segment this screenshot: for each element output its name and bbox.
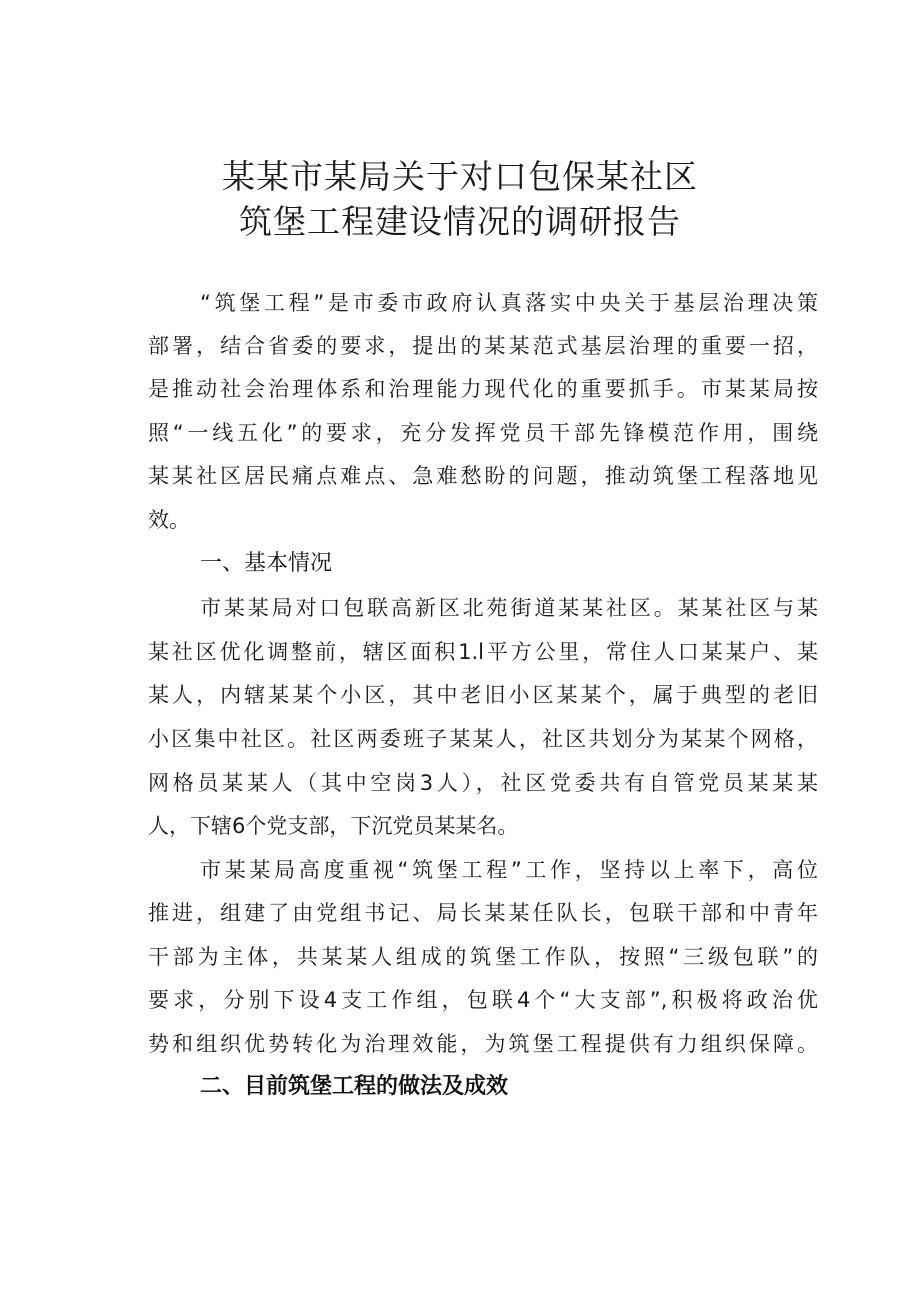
- document-title-line-1: 某某市某局关于对口包保某社区: [222, 157, 698, 196]
- intro-line-4: 照“一线五化”的要求，充分发挥党员干部先锋模范作用，围绕: [148, 421, 818, 445]
- section-1-p2-line-3: 干部为主体，共某某人组成的筑堡工作队，按照“三级包联”的: [148, 945, 818, 969]
- section-1-heading: 一、基本情况: [200, 551, 333, 576]
- section-1-p1-line-5: 网格员某某人（其中空岗3人），社区党委共有自管党员某某某: [148, 771, 818, 795]
- section-1-p1-line-6: 人，下辖6个党支部，下沉党员某某名。: [148, 814, 519, 838]
- section-1-p2-line-4: 要求，分别下设4支工作组，包联4个“大支部”,积极将政治优: [148, 988, 818, 1012]
- intro-line-3: 是推动社会治理体系和治理能力现代化的重要抓手。市某某局按: [148, 377, 818, 401]
- section-2-heading: 二、目前筑堡工程的做法及成效: [200, 1074, 509, 1099]
- section-1-p2-line-5: 势和组织优势转化为治理效能，为筑堡工程提供有力组织保障。: [148, 1032, 818, 1056]
- section-1-p1-line-1: 市某某局对口包联高新区北苑街道某某社区。某某社区与某: [200, 596, 818, 620]
- intro-line-1: “筑堡工程”是市委市政府认真落实中央关于基层治理决策: [200, 291, 818, 315]
- document-title-line-2: 筑堡工程建设情况的调研报告: [239, 202, 681, 241]
- section-1-p1-line-3: 某人，内辖某某个小区，其中老旧小区某某个，属于典型的老旧: [148, 683, 818, 707]
- section-1-p2-line-2: 推进，组建了由党组书记、局长某某任队长，包联干部和中青年: [148, 901, 818, 925]
- section-1-p1-line-2: 某社区优化调整前，辖区面积1.l平方公里，常住人口某某户、某: [148, 640, 818, 664]
- section-1-p2-line-1: 市某某局高度重视“筑堡工程”工作，坚持以上率下，高位: [200, 858, 818, 882]
- intro-line-6: 效。: [148, 508, 190, 532]
- intro-line-2: 部署，结合省委的要求，提出的某某范式基层治理的重要一招，: [148, 334, 818, 358]
- intro-line-5: 某某社区居民痛点难点、急难愁盼的问题，推动筑堡工程落地见: [148, 464, 818, 488]
- section-1-p1-line-4: 小区集中社区。社区两委班子某某人，社区共划分为某某个网格，: [148, 727, 818, 751]
